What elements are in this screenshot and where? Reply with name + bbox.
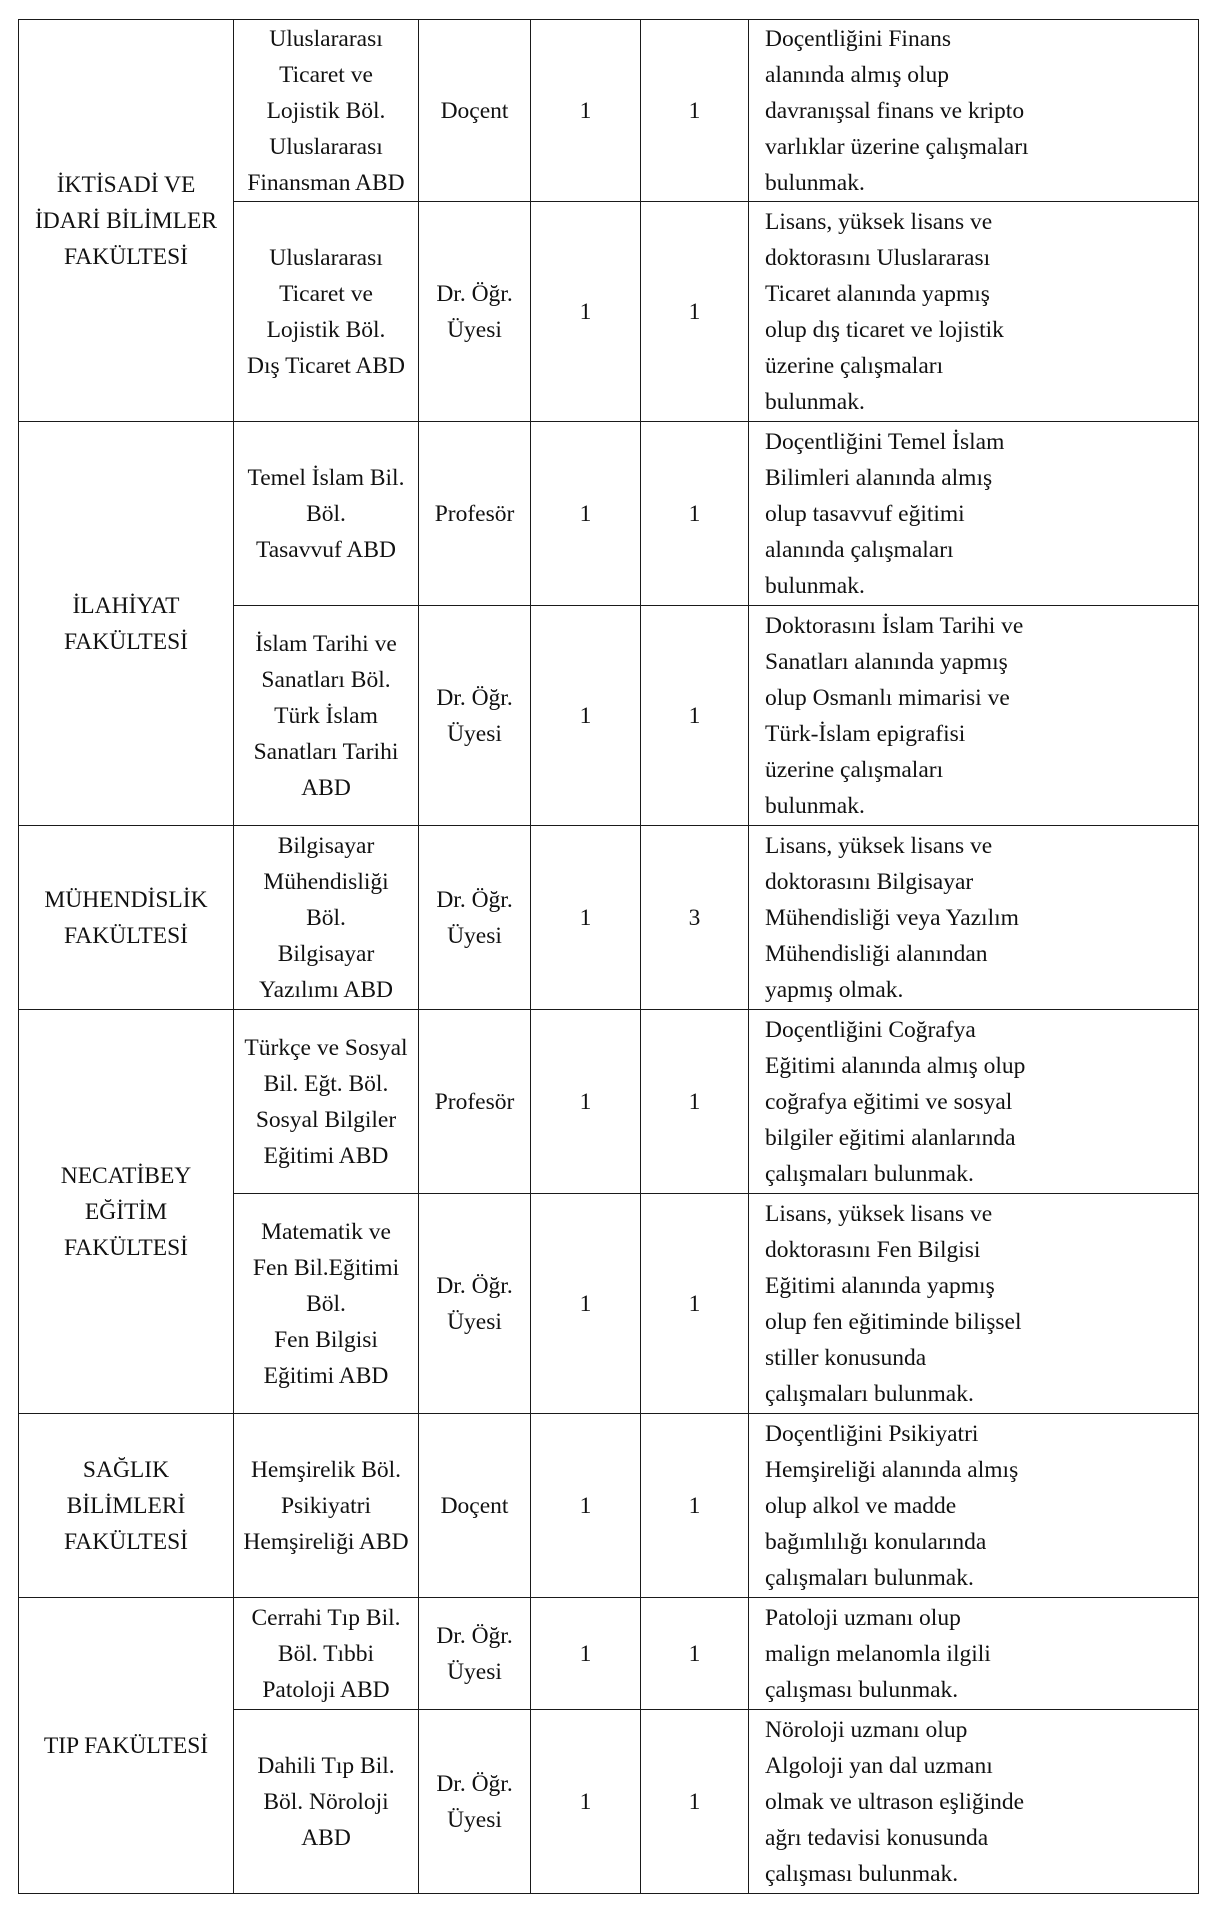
cell-text-line: Dr. Öğr. [436, 280, 513, 307]
count-cell: 1 [641, 1414, 749, 1598]
cell-text-line: Dr. Öğr. [436, 1770, 513, 1797]
cell-text-line: Üyesi [447, 1308, 502, 1335]
cell-text-line: Uluslararası [269, 244, 383, 271]
cell-text-line: Türk-İslam epigrafisi [765, 720, 966, 747]
department-cell [234, 202, 419, 422]
title-cell [419, 202, 531, 422]
cell-text-line: Dr. Öğr. [436, 886, 513, 913]
count-cell: 1 [531, 1414, 641, 1598]
cell-text-line: Temel İslam Bil. [247, 464, 405, 491]
title-cell [419, 1598, 531, 1710]
cell-text-line: Doçentliğini Temel İslam [765, 428, 1005, 455]
count-cell: 1 [641, 1194, 749, 1414]
cell-text-line: alanında almış olup [765, 61, 950, 88]
cell-text-line: Profesör [434, 500, 515, 527]
cell-text-line: bilgiler eğitimi alanlarında [765, 1124, 1016, 1151]
count-cell: 1 [531, 1598, 641, 1710]
cell-text-line: Profesör [434, 1088, 515, 1115]
cell-text-line: Doçent [440, 97, 509, 124]
cell-text-line: Patoloji uzmanı olup [765, 1604, 961, 1631]
cell-text-line: Doçentliğini Psikiyatri [765, 1420, 979, 1447]
cell-text-line: çalışması bulunmak. [765, 1676, 959, 1703]
cell-text-line: FAKÜLTESİ [63, 922, 189, 949]
cell-text-line: NECATİBEY [60, 1162, 192, 1189]
cell-text-line: coğrafya eğitimi ve sosyal [765, 1088, 1013, 1115]
cell-text-line: çalışmaları bulunmak. [765, 1380, 974, 1407]
cell-text-line: ABD [301, 1824, 351, 1851]
cell-text-line: Uluslararası [269, 25, 383, 52]
requirement-cell [749, 1414, 1199, 1598]
cell-text-line: üzerine çalışmaları [765, 352, 944, 379]
count-cell: 3 [641, 826, 749, 1010]
requirement-cell [749, 20, 1199, 202]
department-cell [234, 20, 419, 202]
cell-text-line: olup Osmanlı mimarisi ve [765, 684, 1010, 711]
cell-text-line: Böl. [306, 1290, 346, 1317]
department-cell [234, 1194, 419, 1414]
cell-text-line: Sanatları Böl. [261, 666, 391, 693]
cell-text-line: EĞİTİM [84, 1198, 168, 1225]
cell-text-line: Eğitimi ABD [263, 1142, 389, 1169]
requirement-cell [749, 606, 1199, 826]
cell-text-line: Patoloji ABD [262, 1676, 390, 1703]
cell-text-line: Matematik ve [261, 1218, 391, 1245]
cell-text-line: TIP FAKÜLTESİ [43, 1732, 209, 1759]
cell-text-line: Yazılımı ABD [258, 976, 394, 1003]
cell-text-line: bağımlılığı konularında [765, 1528, 987, 1555]
requirement-cell [749, 1710, 1199, 1894]
cell-text-line: yapmış olmak. [765, 976, 904, 1003]
cell-text-line: Finansman ABD [247, 169, 405, 196]
cell-text-line: FAKÜLTESİ [63, 628, 189, 655]
cell-text-line: Böl. [306, 904, 346, 931]
cell-text-line: Eğitimi alanında almış olup [765, 1052, 1026, 1079]
count-cell: 1 [641, 202, 749, 422]
requirement-cell [749, 1598, 1199, 1710]
count-cell: 1 [641, 422, 749, 606]
department-cell [234, 826, 419, 1010]
department-cell [234, 606, 419, 826]
cell-text-line: Sanatları alanında yapmış [765, 648, 1008, 675]
title-cell [419, 422, 531, 606]
cell-text-line: Lojistik Böl. [266, 316, 386, 343]
title-cell [419, 606, 531, 826]
cell-text-line: Böl. Tıbbi [277, 1640, 375, 1667]
cell-text-line: ABD [301, 774, 351, 801]
cell-text-line: Sosyal Bilgiler [255, 1106, 397, 1133]
cell-text-line: Üyesi [447, 316, 502, 343]
cell-text-line: Üyesi [447, 1658, 502, 1685]
faculty-cell [19, 1598, 234, 1894]
table-row [19, 422, 1199, 606]
cell-text-line: Ticaret alanında yapmış [765, 280, 990, 307]
cell-text-line: Fen Bil.Eğitimi [252, 1254, 400, 1281]
cell-text-line: Bilgisayar [277, 832, 375, 859]
cell-text-line: Lisans, yüksek lisans ve [765, 832, 993, 859]
cell-text-line: MÜHENDİSLİK [44, 886, 208, 913]
title-cell [419, 826, 531, 1010]
cell-text-line: Fen Bilgisi [274, 1326, 378, 1353]
cell-text-line: İslam Tarihi ve [255, 630, 397, 657]
requirement-cell [749, 422, 1199, 606]
cell-text-line: üzerine çalışmaları [765, 756, 944, 783]
table-row [19, 1010, 1199, 1194]
count-cell: 1 [641, 1598, 749, 1710]
cell-text-line: Algoloji yan dal uzmanı [765, 1752, 993, 1779]
cell-text-line: Dr. Öğr. [436, 1622, 513, 1649]
count-cell: 1 [531, 1710, 641, 1894]
requirement-cell [749, 1194, 1199, 1414]
cell-text-line: Uluslararası [269, 133, 383, 160]
cell-text-line: BİLİMLERİ [66, 1492, 186, 1519]
cell-text-line: Bilimleri alanında almış [765, 464, 993, 491]
requirement-cell [749, 1010, 1199, 1194]
cell-text-line: Bil. Eğt. Böl. [263, 1070, 389, 1097]
count-cell: 1 [531, 606, 641, 826]
count-cell: 1 [531, 1010, 641, 1194]
count-cell: 1 [531, 20, 641, 202]
cell-text-line: alanında çalışmaları [765, 536, 954, 563]
cell-text-line: doktorasını Uluslararası [765, 244, 991, 271]
cell-text-line: Doçentliğini Coğrafya [765, 1016, 976, 1043]
faculty-cell [19, 1010, 234, 1414]
cell-text-line: Nöroloji uzmanı olup [765, 1716, 968, 1743]
cell-text-line: Mühendisliği veya Yazılım [765, 904, 1019, 931]
cell-text-line: stiller konusunda [765, 1344, 927, 1371]
cell-text-line: Böl. [306, 500, 346, 527]
cell-text-line: Hemşireliği alanında almış [765, 1456, 1019, 1483]
cell-text-line: Bilgisayar [277, 940, 375, 967]
title-cell [419, 1010, 531, 1194]
cell-text-line: olup alkol ve madde [765, 1492, 957, 1519]
cell-text-line: Hemşirelik Böl. [250, 1456, 402, 1483]
cell-text-line: doktorasını Fen Bilgisi [765, 1236, 981, 1263]
count-cell: 1 [641, 606, 749, 826]
cell-text-line: bulunmak. [765, 169, 865, 196]
faculty-cell [19, 422, 234, 826]
count-cell: 1 [531, 826, 641, 1010]
cell-text-line: çalışmaları bulunmak. [765, 1160, 974, 1187]
count-cell: 1 [531, 422, 641, 606]
requirement-cell [749, 202, 1199, 422]
cell-text-line: olup fen eğitiminde bilişsel [765, 1308, 1022, 1335]
department-cell [234, 1598, 419, 1710]
cell-text-line: Hemşireliği ABD [243, 1528, 409, 1555]
cell-text-line: ağrı tedavisi konusunda [765, 1824, 989, 1851]
cell-text-line: Sanatları Tarihi [253, 738, 399, 765]
cell-text-line: İLAHİYAT [72, 592, 180, 619]
cell-text-line: Ticaret ve [279, 280, 373, 307]
cell-text-line: doktorasını Bilgisayar [765, 868, 974, 895]
cell-text-line: Cerrahi Tıp Bil. [251, 1604, 401, 1631]
cell-text-line: bulunmak. [765, 388, 865, 415]
cell-text-line: bulunmak. [765, 572, 865, 599]
cell-text-line: Doktorasını İslam Tarihi ve [765, 612, 1024, 639]
count-cell: 1 [531, 1194, 641, 1414]
department-cell [234, 1414, 419, 1598]
title-cell [419, 1710, 531, 1894]
faculty-cell [19, 1414, 234, 1598]
cell-text-line: SAĞLIK [82, 1456, 170, 1483]
cell-text-line: Doçent [440, 1492, 509, 1519]
cell-text-line: Lisans, yüksek lisans ve [765, 1200, 993, 1227]
department-cell [234, 1710, 419, 1894]
table-row [19, 20, 1199, 202]
cell-text-line: FAKÜLTESİ [63, 1234, 189, 1261]
cell-text-line: Türkçe ve Sosyal [244, 1034, 408, 1061]
cell-text-line: Mühendisliği [263, 868, 389, 895]
cell-text-line: çalışması bulunmak. [765, 1860, 959, 1887]
faculty-cell [19, 20, 234, 422]
cell-text-line: Böl. Nöroloji [263, 1788, 389, 1815]
cell-text-line: bulunmak. [765, 792, 865, 819]
positions-table [18, 19, 1199, 1894]
cell-text-line: FAKÜLTESİ [63, 243, 189, 270]
cell-text-line: olmak ve ultrason eşliğinde [765, 1788, 1025, 1815]
cell-text-line: Lojistik Böl. [266, 97, 386, 124]
cell-text-line: varlıklar üzerine çalışmaları [765, 133, 1029, 160]
cell-text-line: Dış Ticaret ABD [247, 352, 405, 379]
department-cell [234, 1010, 419, 1194]
cell-text-line: Doçentliğini Finans [765, 25, 952, 52]
faculty-cell [19, 826, 234, 1010]
cell-text-line: davranışsal finans ve kripto [765, 97, 1025, 124]
cell-text-line: Üyesi [447, 922, 502, 949]
cell-text-line: olup dış ticaret ve lojistik [765, 316, 1004, 343]
cell-text-line: Dr. Öğr. [436, 684, 513, 711]
cell-text-line: malign melanomla ilgili [765, 1640, 991, 1667]
cell-text-line: Dahili Tıp Bil. [257, 1752, 395, 1779]
cell-text-line: Eğitimi alanında yapmış [765, 1272, 995, 1299]
department-cell [234, 422, 419, 606]
cell-text-line: Üyesi [447, 1806, 502, 1833]
count-cell: 1 [641, 20, 749, 202]
table-row [19, 826, 1199, 1010]
cell-text-line: FAKÜLTESİ [63, 1528, 189, 1555]
cell-text-line: Mühendisliği alanından [765, 940, 988, 967]
title-cell [419, 1414, 531, 1598]
table-row [19, 1414, 1199, 1598]
cell-text-line: Lisans, yüksek lisans ve [765, 208, 993, 235]
cell-text-line: Üyesi [447, 720, 502, 747]
count-cell: 1 [531, 202, 641, 422]
cell-text-line: Türk İslam [274, 702, 378, 729]
cell-text-line: İDARİ BİLİMLER [34, 207, 218, 234]
title-cell [419, 1194, 531, 1414]
title-cell [419, 20, 531, 202]
cell-text-line: çalışmaları bulunmak. [765, 1564, 974, 1591]
table-row [19, 1598, 1199, 1710]
cell-text-line: Eğitimi ABD [263, 1362, 389, 1389]
cell-text-line: Dr. Öğr. [436, 1272, 513, 1299]
cell-text-line: İKTİSADİ VE [56, 171, 196, 198]
count-cell: 1 [641, 1010, 749, 1194]
count-cell: 1 [641, 1710, 749, 1894]
cell-text-line: Tasavvuf ABD [256, 536, 396, 563]
requirement-cell [749, 826, 1199, 1010]
cell-text-line: Ticaret ve [279, 61, 373, 88]
cell-text-line: Psikiyatri [280, 1492, 372, 1519]
cell-text-line: olup tasavvuf eğitimi [765, 500, 965, 527]
